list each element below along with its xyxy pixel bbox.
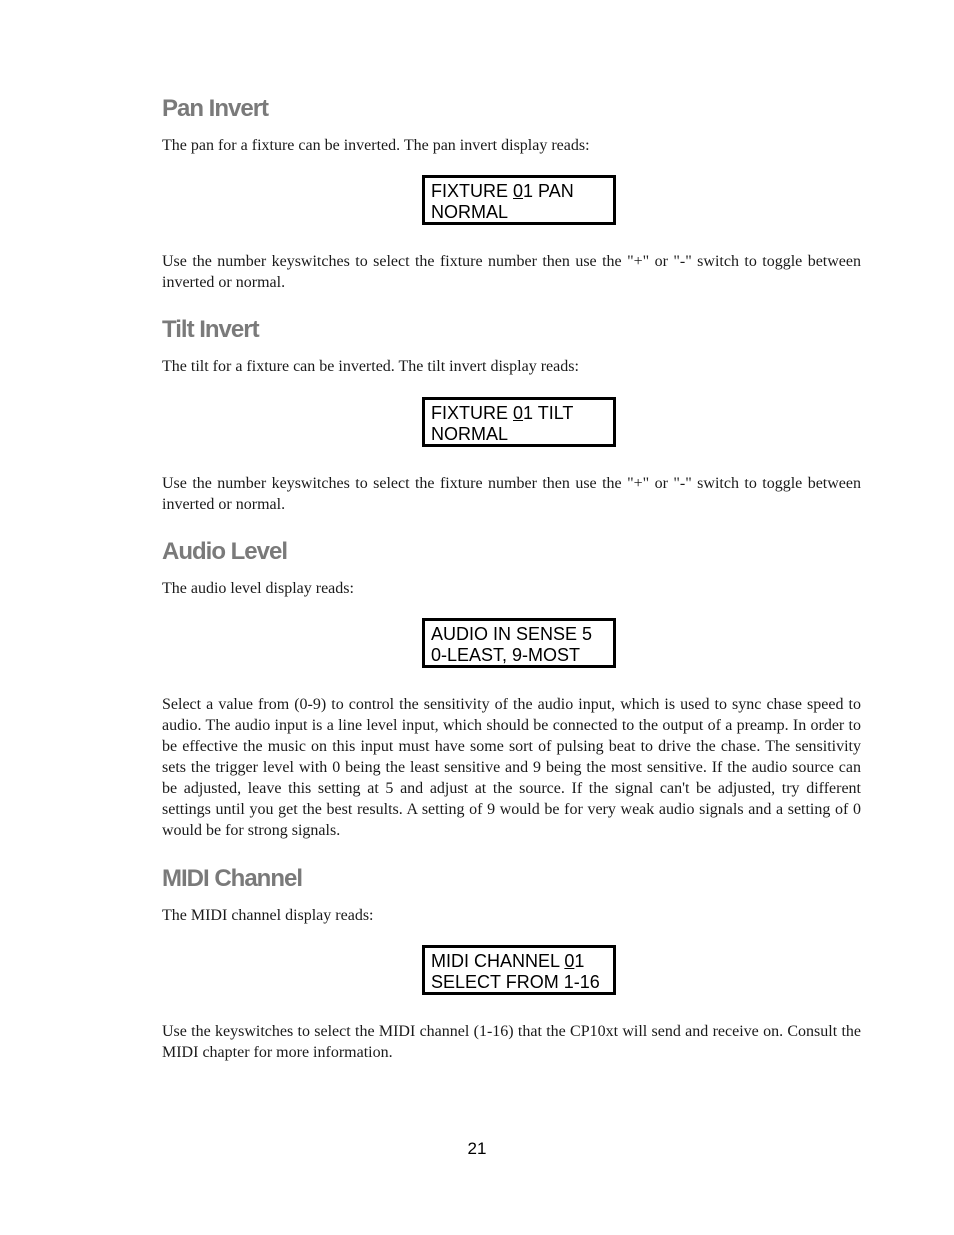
- display-line-1: [431, 951, 613, 972]
- midi-channel-body: Use the keyswitches to select the MIDI channel (1-16) that the CP10xt will send and receive on. Consult the MIDI chapter for more information.: [162, 1023, 861, 1061]
- display-text: MIDI CHANNEL: [431, 951, 565, 971]
- display-text: 1: [574, 951, 585, 971]
- page-number: 21: [467, 1139, 487, 1158]
- tilt-invert-display: [422, 397, 616, 447]
- audio-level-heading: Audio Level: [162, 538, 288, 565]
- display-line-2: SELECT FROM 1-16: [431, 972, 600, 992]
- display-line-2: NORMAL: [431, 424, 509, 444]
- pan-invert-display: [422, 175, 616, 225]
- tilt-invert-body: Use the number keyswitches to select the fixture number then use the "+" or "-" switch to toggle between inverted or normal.: [162, 475, 861, 513]
- display-cursor: 0: [564, 951, 575, 971]
- audio-level-body: Select a value from (0-9) to control the sensitivity of the audio input, which is used to sync chase speed to audio. The audio input is a line level input, which should be connected to the output of a preamp. In order to be effective the music on this input must have some sort of pulsing beat to drive the chase. The sensitivity sets the trigger level with 0 being the least sensitive and 9 being the most sensitive. If the audio source can be adjusted, leave this setting at 5 and adjust at the source. If the signal can't be adjusted, try different settings until you get the best results. A setting of 9 would be for very weak audio signals and a setting of 0 would be for strong signals.: [162, 696, 861, 839]
- display-line-2: 0-LEAST, 9-MOST: [431, 645, 581, 665]
- display-line-1: [431, 181, 613, 202]
- tilt-invert-heading: Tilt Invert: [162, 316, 259, 343]
- pan-invert-intro: The pan for a fixture can be inverted. The pan invert display reads:: [162, 137, 590, 154]
- display-line-2: NORMAL: [431, 202, 509, 222]
- pan-invert-heading: Pan Invert: [162, 95, 269, 122]
- display-line-1: [431, 403, 613, 424]
- midi-channel-display: [422, 945, 616, 995]
- display-text: 1 PAN: [523, 181, 574, 201]
- midi-channel-intro: The MIDI channel display reads:: [162, 907, 374, 924]
- display-line-1: AUDIO IN SENSE 5: [431, 624, 593, 644]
- midi-channel-heading: MIDI Channel: [162, 865, 303, 892]
- pan-invert-body: Use the number keyswitches to select the fixture number then use the "+" or "-" switch to toggle between inverted or normal.: [162, 253, 861, 291]
- display-text: 1 TILT: [523, 403, 574, 423]
- tilt-invert-intro: The tilt for a fixture can be inverted. The tilt invert display reads:: [162, 358, 579, 375]
- audio-level-intro: The audio level display reads:: [162, 580, 354, 597]
- display-cursor: 0: [513, 181, 524, 201]
- audio-level-display: [422, 618, 616, 668]
- display-text: FIXTURE: [431, 181, 514, 201]
- display-cursor: 0: [513, 403, 524, 423]
- display-text: FIXTURE: [431, 403, 514, 423]
